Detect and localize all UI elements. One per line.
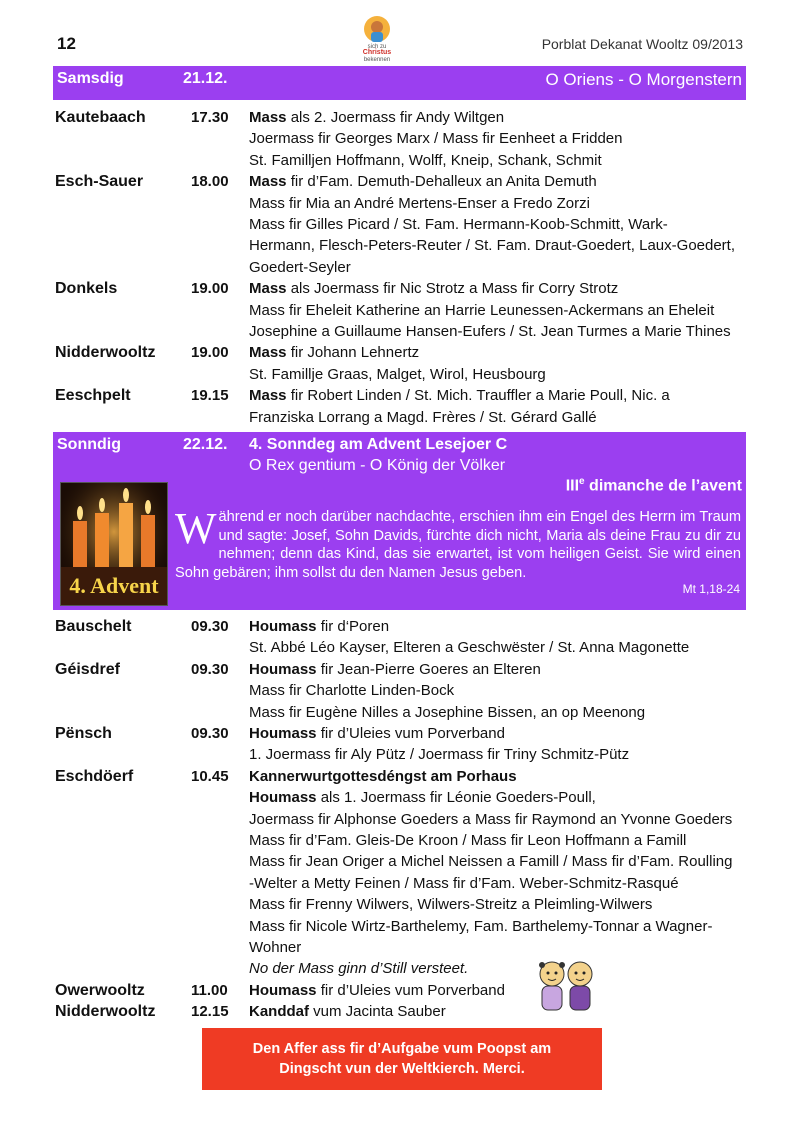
saturday-header-bar xyxy=(53,66,746,100)
intention-line xyxy=(249,193,754,214)
intention-line xyxy=(249,128,754,149)
intention-text: fir d’Fam. Demuth-Dehalleux an Anita Demuth xyxy=(286,173,597,191)
intention-line xyxy=(249,916,754,937)
intention-text: No der Mass ginn d’Still versteet. xyxy=(249,960,469,978)
service-type: Mass xyxy=(249,173,287,191)
intention-line xyxy=(249,830,754,851)
mass-time: 19.00 xyxy=(191,344,229,362)
intention-text: Hermann, Flesch-Peters-Reuter / St. Fam. Draut-Goedert, Laux-Goedert, xyxy=(249,237,736,255)
intention-text: fir Johann Lehnertz xyxy=(286,344,420,362)
mass-time: 19.15 xyxy=(191,387,229,405)
mass-time: 17.30 xyxy=(191,109,229,126)
intentions xyxy=(249,659,754,723)
intention-text: fir d’Uleies vum Porverband xyxy=(316,725,505,742)
intention-text: Wohner xyxy=(249,939,302,957)
children-illustration xyxy=(528,958,604,1014)
intentions xyxy=(249,980,754,1001)
day-label: Sonndig xyxy=(57,436,121,453)
intention-line xyxy=(249,257,754,278)
place-name: Esch-Sauer xyxy=(55,173,144,191)
intention-line xyxy=(249,937,754,958)
service-type: Mass xyxy=(249,280,287,298)
publication-title: Porblat Dekanat Wooltz 09/2013 xyxy=(541,36,743,52)
sunday-title: 4. Sonndeg am Advent Lesejoer C xyxy=(249,436,508,453)
intentions xyxy=(249,723,754,766)
schedule-entry xyxy=(55,278,755,342)
service-type: Houmass xyxy=(249,660,317,678)
mass-time: 11.00 xyxy=(191,981,228,999)
intention-text: Joermass fir Georges Marx / Mass fir Eenheet a Fridden xyxy=(249,130,623,148)
intention-text: Mass fir Jean Origer a Michel Neissen a Famill / Mass fir d’Fam. Roulling xyxy=(249,853,733,871)
intention-line xyxy=(249,809,754,830)
advent-candles-image xyxy=(60,482,168,606)
intention-line xyxy=(249,407,754,428)
day-label: Samsdig xyxy=(57,70,124,87)
intentions xyxy=(249,171,754,278)
intention-text: vum Jacinta Sauber xyxy=(309,1003,446,1021)
gospel-body: ährend er noch darüber nachdachte, erschien ihm ein Engel des Herrn im Traum und sagte: Josef, Sohn Davids, fürchte dich nicht, Maria als deine Frau zu dir zu nehmen; denn das Kind, das sie erwartet, ist vom heiligen Geist. Sie wird einen Sohn gebären; ihm sollst du den Namen Jesus geben. xyxy=(175,509,741,581)
mass-time: 09.30 xyxy=(191,725,229,742)
intention-text: Mass fir Frenny Wilwers, Wilwers-Streitz a Pleimling-Wilwers xyxy=(249,896,653,914)
intention-line xyxy=(249,980,754,1001)
date-label: 22.12. xyxy=(183,436,228,453)
page-number: 12 xyxy=(57,34,76,53)
intention-line xyxy=(249,364,754,385)
schedule-entry xyxy=(55,723,755,766)
mass-time: 09.30 xyxy=(191,660,229,678)
intention-text: fir d’Uleies vum Porverband xyxy=(316,981,505,999)
intentions xyxy=(249,766,754,980)
intention-line xyxy=(249,385,754,406)
intention-line xyxy=(249,278,754,299)
intention-line xyxy=(249,702,754,723)
intention-text: Goedert-Seyler xyxy=(249,258,351,276)
intention-line xyxy=(249,150,754,171)
intention-line xyxy=(249,171,754,192)
service-type: Mass xyxy=(249,344,287,362)
service-type: Kanddaf xyxy=(249,1003,309,1021)
intentions xyxy=(249,616,754,659)
intention-text: St. Familljen Hoffmann, Wolff, Kneip, Schank, Schmit xyxy=(249,151,602,169)
intention-line xyxy=(249,787,754,808)
service-type: Mass xyxy=(249,109,287,126)
intention-line xyxy=(249,873,754,894)
intention-line xyxy=(249,958,754,979)
intention-line xyxy=(249,616,754,637)
intention-text: St. Familljе Graas, Malget, Wirol, Heusbourg xyxy=(249,365,546,383)
intention-text: -Welter a Metty Feinen / Mass fir d’Fam. Weber-Schmitz-Rasqué xyxy=(249,874,679,892)
intention-line xyxy=(249,744,754,765)
date-label: 21.12. xyxy=(183,70,228,87)
notice-line: Dingscht vun der Weltkierch. Merci. xyxy=(279,1061,525,1077)
service-type: Kannerwurtgottesdéngst am Porhaus xyxy=(249,767,517,785)
intention-text: als Joermass fir Nic Strotz a Mass fir Corry Strotz xyxy=(286,280,619,298)
service-type: Houmass xyxy=(249,789,317,807)
intentions xyxy=(249,385,754,428)
place-name: Nidderwooltz xyxy=(55,344,156,362)
logo-text: Christus xyxy=(362,49,392,56)
mass-time: 18.00 xyxy=(191,173,229,191)
sunday-header-bar xyxy=(53,432,746,610)
intention-text: Mass fir Nicole Wirtz-Barthelemy, Fam. Barthelemy-Tonnar a Wagner- xyxy=(249,917,713,935)
intention-line xyxy=(249,1001,754,1022)
service-type: Houmass xyxy=(249,618,317,635)
gospel-text xyxy=(175,504,741,582)
intention-text: als 2. Joermass fir Andy Wiltgen xyxy=(286,109,505,126)
notice-line: Den Affer ass fir d’Aufgabe vum Poopst am xyxy=(252,1041,552,1057)
place-name: Pënsch xyxy=(55,725,112,742)
place-name: Eschdöerf xyxy=(55,767,134,785)
intentions xyxy=(249,107,754,171)
intention-text: Mass fir d’Fam. Gleis-De Kroon / Mass fir Leon Hoffmann a Famill xyxy=(249,832,687,850)
intention-text: fir d‘Poren xyxy=(316,618,390,635)
intention-line xyxy=(249,300,754,321)
mass-time: 09.30 xyxy=(191,618,229,635)
feast-label: O Oriens - O Morgenstern xyxy=(545,70,742,89)
intention-line xyxy=(249,680,754,701)
intention-text: Josephine a Guillaume Hansen-Eufers / St. Jean Turmes a Marie Thines xyxy=(249,323,731,340)
intention-text: Joermass fir Alphonse Goeders a Mass fir Raymond an Yvonne Goeders xyxy=(249,810,733,828)
intention-line xyxy=(249,637,754,658)
intentions xyxy=(249,278,754,342)
intention-text: Mass fir Gilles Picard / St. Fam. Hermann-Koob-Schmitt, Wark- xyxy=(249,216,668,233)
intention-text: Mass fir Mia an André Mertens-Enser a Fredo Zorzi xyxy=(249,194,590,212)
gospel-dropcap: W xyxy=(175,504,217,553)
schedule-entry xyxy=(55,659,755,723)
french-title: IIIe dimanche de l’avent xyxy=(565,476,742,495)
intention-line xyxy=(249,214,754,235)
service-type: Houmass xyxy=(249,981,317,999)
children-icon xyxy=(528,958,604,1014)
intention-line xyxy=(249,766,754,787)
logo xyxy=(352,14,402,64)
service-type: Houmass xyxy=(249,725,317,742)
intentions xyxy=(249,1001,754,1022)
intention-line xyxy=(249,235,754,256)
service-type: Mass xyxy=(249,387,287,405)
intention-text: fir Jean-Pierre Goeres an Elteren xyxy=(316,660,541,678)
schedule-entry xyxy=(55,1001,755,1022)
intention-text: 1. Joermass fir Aly Pütz / Joermass fir Triny Schmitz-Pütz xyxy=(249,746,630,764)
schedule-entry xyxy=(55,342,755,385)
logo-emblem-icon xyxy=(352,14,402,48)
intention-text: als 1. Joermass fir Léonie Goeders-Poull, xyxy=(316,789,596,807)
place-name: Nidderwooltz xyxy=(55,1003,156,1021)
advent-label: 4. Advent xyxy=(69,573,159,598)
place-name: Donkels xyxy=(55,280,118,298)
intention-line xyxy=(249,851,754,872)
place-name: Kautebaach xyxy=(55,109,146,126)
logo-text: sich zu xyxy=(367,44,387,50)
gospel-reference: Mt 1,18-24 xyxy=(682,582,740,596)
place-name: Bauschelt xyxy=(55,618,132,635)
schedule-entry xyxy=(55,766,755,980)
sunday-subtitle: O Rex gentium - O König der Völker xyxy=(249,457,506,474)
place-name: Eeschpelt xyxy=(55,387,131,405)
intention-text: fir Robert Linden / St. Mich. Trauffler a Marie Poull, Nic. a xyxy=(286,387,670,405)
mass-time: 19.00 xyxy=(191,280,229,298)
intentions xyxy=(249,342,754,385)
intention-line xyxy=(249,723,754,744)
schedule-entry xyxy=(55,616,755,659)
intention-text: Franziska Lorrang a Magd. Frères / St. Gérard Gallé xyxy=(249,408,597,426)
intention-text: Mass fir Charlotte Linden-Bock xyxy=(249,682,455,700)
intention-text: Mass fir Eugène Nilles a Josephine Bissen, an op Meenong xyxy=(249,703,646,721)
intention-line xyxy=(249,894,754,915)
mass-time: 12.15 xyxy=(191,1003,229,1021)
schedule-entry xyxy=(55,171,755,278)
place-name: Géisdref xyxy=(55,660,120,678)
intention-line xyxy=(249,107,754,128)
mass-time: 10.45 xyxy=(191,767,229,785)
schedule-entry xyxy=(55,980,755,1001)
intention-text: Mass fir Eheleit Katherine an Harrie Leunessen-Ackermans an Eheleit xyxy=(249,301,715,319)
schedule-entry xyxy=(55,107,755,171)
intention-line xyxy=(249,659,754,680)
intention-line xyxy=(249,342,754,363)
place-name: Owerwooltz xyxy=(55,981,145,999)
schedule-entry xyxy=(55,385,755,428)
intention-text: St. Abbé Léo Kayser, Elteren a Geschwëster / St. Anna Magonette xyxy=(249,639,690,657)
logo-text: bekennen xyxy=(363,57,391,63)
donation-notice xyxy=(202,1028,602,1090)
intention-line xyxy=(249,321,754,342)
